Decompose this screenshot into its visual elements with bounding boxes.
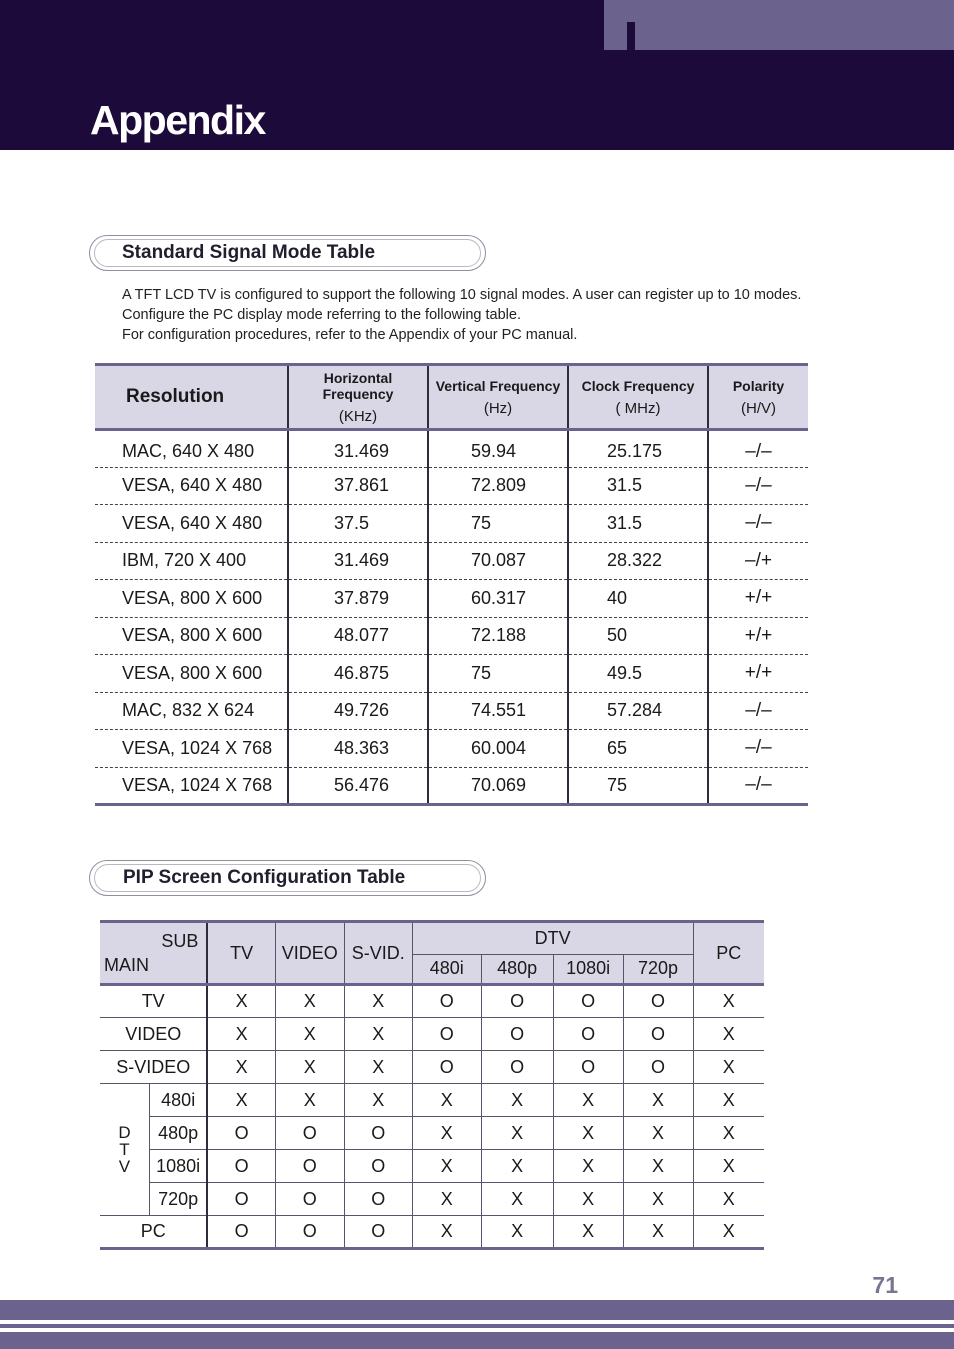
cell-vfreq: 72.809 — [428, 467, 568, 505]
col-vfreq-unit: (Hz) — [483, 399, 513, 417]
pip-col-480i: 480i — [412, 954, 481, 984]
table-row — [95, 430, 808, 468]
intro-line: Configure the PC display mode referring to the following table. — [122, 307, 521, 323]
pip-cell: O — [623, 985, 693, 1018]
pip-cell: O — [207, 1216, 275, 1249]
pip-cell: O — [412, 1018, 481, 1051]
pip-cell: X — [275, 985, 344, 1018]
pip-cell: O — [481, 1051, 553, 1084]
pip-cell: O — [553, 985, 623, 1018]
intro-line: A TFT LCD TV is configured to support the following 10 signal modes. A user can register up to 10 modes. — [122, 287, 802, 303]
pip-cell: X — [412, 1216, 481, 1249]
pip-cell: O — [344, 1183, 412, 1216]
table-row — [95, 767, 808, 805]
cell-clock: 28.322 — [568, 542, 708, 580]
pip-cell: X — [623, 1150, 693, 1183]
pip-row-label: 720p — [149, 1183, 207, 1216]
pip-col-480p: 480p — [481, 954, 553, 984]
cell-hfreq: 49.726 — [288, 692, 428, 730]
pip-cell: X — [207, 985, 275, 1018]
table-row — [95, 467, 808, 505]
table-row — [95, 580, 808, 618]
pip-col-dtv: DTV — [412, 922, 693, 955]
pip-cell: O — [623, 1051, 693, 1084]
pip-cell: O — [623, 1018, 693, 1051]
col-polarity — [708, 365, 808, 430]
pip-cell: O — [275, 1117, 344, 1150]
pip-cell: X — [693, 1183, 764, 1216]
page-number: 71 — [872, 1272, 898, 1298]
pip-cell: X — [344, 1051, 412, 1084]
table-row — [95, 542, 808, 580]
col-hfreq-unit: (KHz) — [338, 407, 378, 425]
cell-hfreq: 46.875 — [288, 655, 428, 693]
cell-resolution: VESA, 640 X 480 — [95, 467, 288, 505]
pip-row-label: TV — [141, 991, 165, 1011]
pip-cell: O — [207, 1183, 275, 1216]
cell-clock: 31.5 — [568, 467, 708, 505]
table-row — [100, 1051, 764, 1084]
pip-corner-cell — [100, 922, 207, 985]
table-row — [100, 1117, 764, 1150]
pip-cell: O — [275, 1150, 344, 1183]
cell-vfreq: 74.551 — [428, 692, 568, 730]
col-polarity-unit: (H/V) — [741, 399, 776, 417]
col-vfreq-label: Vertical Frequency — [435, 377, 561, 394]
pip-cell: X — [344, 1084, 412, 1117]
footer-stripe — [0, 1332, 954, 1349]
header-tab — [604, 0, 954, 50]
table-row — [95, 730, 808, 768]
pip-cell: O — [344, 1216, 412, 1249]
cell-resolution: VESA, 800 X 600 — [95, 655, 288, 693]
pip-cell: X — [275, 1084, 344, 1117]
cell-polarity: –/– — [708, 767, 808, 805]
pip-cell: X — [207, 1084, 275, 1117]
pip-cell: O — [275, 1216, 344, 1249]
pip-cell: X — [623, 1084, 693, 1117]
section-title-pip — [89, 860, 486, 896]
pip-cell: X — [344, 985, 412, 1018]
pip-cell: X — [275, 1051, 344, 1084]
cell-hfreq: 31.469 — [288, 542, 428, 580]
pip-dtv-group-label — [100, 1084, 149, 1216]
pip-cell: X — [412, 1084, 481, 1117]
cell-polarity: –/+ — [708, 542, 808, 580]
pip-cell: O — [481, 1018, 553, 1051]
cell-polarity: –/– — [708, 467, 808, 505]
cell-polarity: +/+ — [708, 655, 808, 693]
cell-hfreq: 37.879 — [288, 580, 428, 618]
section-title-text: Standard Signal Mode Table — [122, 242, 376, 263]
col-resolution: Resolution — [95, 365, 288, 430]
cell-vfreq: 72.188 — [428, 617, 568, 655]
pip-cell: X — [553, 1084, 623, 1117]
cell-vfreq: 60.004 — [428, 730, 568, 768]
cell-clock: 31.5 — [568, 505, 708, 543]
pip-cell: O — [275, 1183, 344, 1216]
cell-resolution: VESA, 640 X 480 — [95, 505, 288, 543]
pip-cell: X — [412, 1150, 481, 1183]
cell-polarity: –/– — [708, 692, 808, 730]
pip-row-label: VIDEO — [100, 1018, 207, 1051]
pip-cell: X — [553, 1150, 623, 1183]
pip-cell: X — [623, 1117, 693, 1150]
table-row — [100, 1018, 764, 1051]
table-row — [95, 655, 808, 693]
pip-row-label: 480p — [149, 1117, 207, 1150]
pip-col-1080i: 1080i — [553, 954, 623, 984]
pip-row-label: PC — [100, 1216, 207, 1249]
footer-stripe — [0, 1300, 954, 1320]
dtv-letter: V — [118, 1157, 131, 1176]
pip-cell: O — [207, 1117, 275, 1150]
cell-clock: 40 — [568, 580, 708, 618]
table-row — [100, 1084, 764, 1117]
pip-cell: X — [481, 1150, 553, 1183]
pip-row-label: 480i — [149, 1084, 207, 1117]
pip-cell: X — [207, 1018, 275, 1051]
col-vfreq — [428, 365, 568, 430]
dtv-letter: T — [119, 1140, 130, 1159]
pip-cell: O — [344, 1117, 412, 1150]
cell-resolution: VESA, 1024 X 768 — [95, 730, 288, 768]
table-row — [95, 617, 808, 655]
pip-row-label: 1080i — [149, 1150, 207, 1183]
pip-col-video: VIDEO — [275, 922, 344, 985]
table-row — [100, 1216, 764, 1249]
pip-cell: X — [693, 1216, 764, 1249]
cell-resolution: MAC, 640 X 480 — [95, 430, 288, 468]
pip-config-table — [100, 920, 764, 1250]
pip-cell: X — [344, 1018, 412, 1051]
col-polarity-label: Polarity — [732, 377, 785, 394]
table-row — [100, 985, 764, 1018]
pip-cell: X — [623, 1216, 693, 1249]
cell-vfreq: 75 — [428, 505, 568, 543]
pip-cell: X — [693, 1051, 764, 1084]
cell-resolution: VESA, 800 X 600 — [95, 617, 288, 655]
col-clock — [568, 365, 708, 430]
cell-clock: 75 — [568, 767, 708, 805]
col-hfreq-label: Horizontal Frequency — [322, 369, 394, 402]
cell-resolution: VESA, 800 X 600 — [95, 580, 288, 618]
header-notch — [627, 22, 635, 50]
pip-col-pc: PC — [693, 922, 764, 985]
cell-polarity: +/+ — [708, 580, 808, 618]
pip-cell: X — [693, 1018, 764, 1051]
pip-cell: O — [207, 1150, 275, 1183]
cell-polarity: +/+ — [708, 617, 808, 655]
pip-cell: X — [412, 1117, 481, 1150]
cell-hfreq: 37.861 — [288, 467, 428, 505]
pip-cell: X — [481, 1084, 553, 1117]
table-header-row — [95, 365, 808, 430]
pip-cell: X — [693, 985, 764, 1018]
cell-vfreq: 60.317 — [428, 580, 568, 618]
section-title-text: PIP Screen Configuration Table — [123, 867, 406, 888]
pip-cell: X — [693, 1117, 764, 1150]
pip-cell: X — [693, 1150, 764, 1183]
pip-col-tv: TV — [207, 922, 275, 985]
cell-hfreq: 48.363 — [288, 730, 428, 768]
table-row — [95, 505, 808, 543]
intro-text — [122, 285, 801, 345]
pip-cell: O — [553, 1051, 623, 1084]
page-title: Appendix — [90, 97, 265, 143]
col-hfreq — [288, 365, 428, 430]
pip-cell: X — [553, 1183, 623, 1216]
pip-cell: X — [623, 1183, 693, 1216]
pip-cell: O — [481, 985, 553, 1018]
intro-line: For configuration procedures, refer to the Appendix of your PC manual. — [122, 327, 578, 343]
pip-cell: X — [481, 1117, 553, 1150]
cell-resolution: IBM, 720 X 400 — [95, 542, 288, 580]
cell-hfreq: 37.5 — [288, 505, 428, 543]
pip-cell: X — [693, 1084, 764, 1117]
footer-stripe — [0, 1324, 954, 1328]
pip-row-label: S-VIDEO — [100, 1051, 207, 1084]
cell-vfreq: 59.94 — [428, 430, 568, 468]
table-row — [100, 1150, 764, 1183]
table-row — [95, 692, 808, 730]
pip-cell: O — [412, 985, 481, 1018]
pip-header-row — [100, 922, 764, 955]
cell-clock: 57.284 — [568, 692, 708, 730]
cell-polarity: –/– — [745, 440, 772, 462]
cell-clock: 65 — [568, 730, 708, 768]
pip-cell: O — [412, 1051, 481, 1084]
pip-cell: X — [553, 1117, 623, 1150]
pip-main-label: MAIN — [104, 955, 149, 975]
cell-resolution: MAC, 832 X 624 — [95, 692, 288, 730]
pip-cell: X — [207, 1051, 275, 1084]
dtv-letter: D — [118, 1123, 131, 1142]
cell-clock: 50 — [568, 617, 708, 655]
pip-cell: X — [481, 1216, 553, 1249]
cell-clock: 49.5 — [568, 655, 708, 693]
cell-vfreq: 70.069 — [428, 767, 568, 805]
pip-cell: X — [481, 1183, 553, 1216]
pip-cell: O — [553, 1018, 623, 1051]
pip-cell: X — [553, 1216, 623, 1249]
cell-hfreq: 56.476 — [288, 767, 428, 805]
pip-cell: X — [412, 1183, 481, 1216]
section-title-signal-mode — [89, 235, 486, 271]
cell-polarity: –/– — [708, 730, 808, 768]
pip-col-svid: S-VID. — [344, 922, 412, 985]
col-clock-label: Clock Frequency — [581, 377, 695, 394]
cell-resolution: VESA, 1024 X 768 — [95, 767, 288, 805]
cell-vfreq: 75 — [428, 655, 568, 693]
pip-cell: O — [344, 1150, 412, 1183]
col-clock-unit: ( MHz) — [615, 399, 661, 417]
pip-cell: X — [275, 1018, 344, 1051]
cell-clock: 25.175 — [568, 430, 708, 468]
signal-mode-table — [95, 363, 808, 806]
cell-hfreq: 31.469 — [288, 430, 428, 468]
cell-polarity: –/– — [708, 505, 808, 543]
pip-sub-label: SUB — [161, 931, 199, 951]
table-row — [100, 1183, 764, 1216]
cell-vfreq: 70.087 — [428, 542, 568, 580]
cell-hfreq: 48.077 — [288, 617, 428, 655]
pip-col-720p: 720p — [623, 954, 693, 984]
